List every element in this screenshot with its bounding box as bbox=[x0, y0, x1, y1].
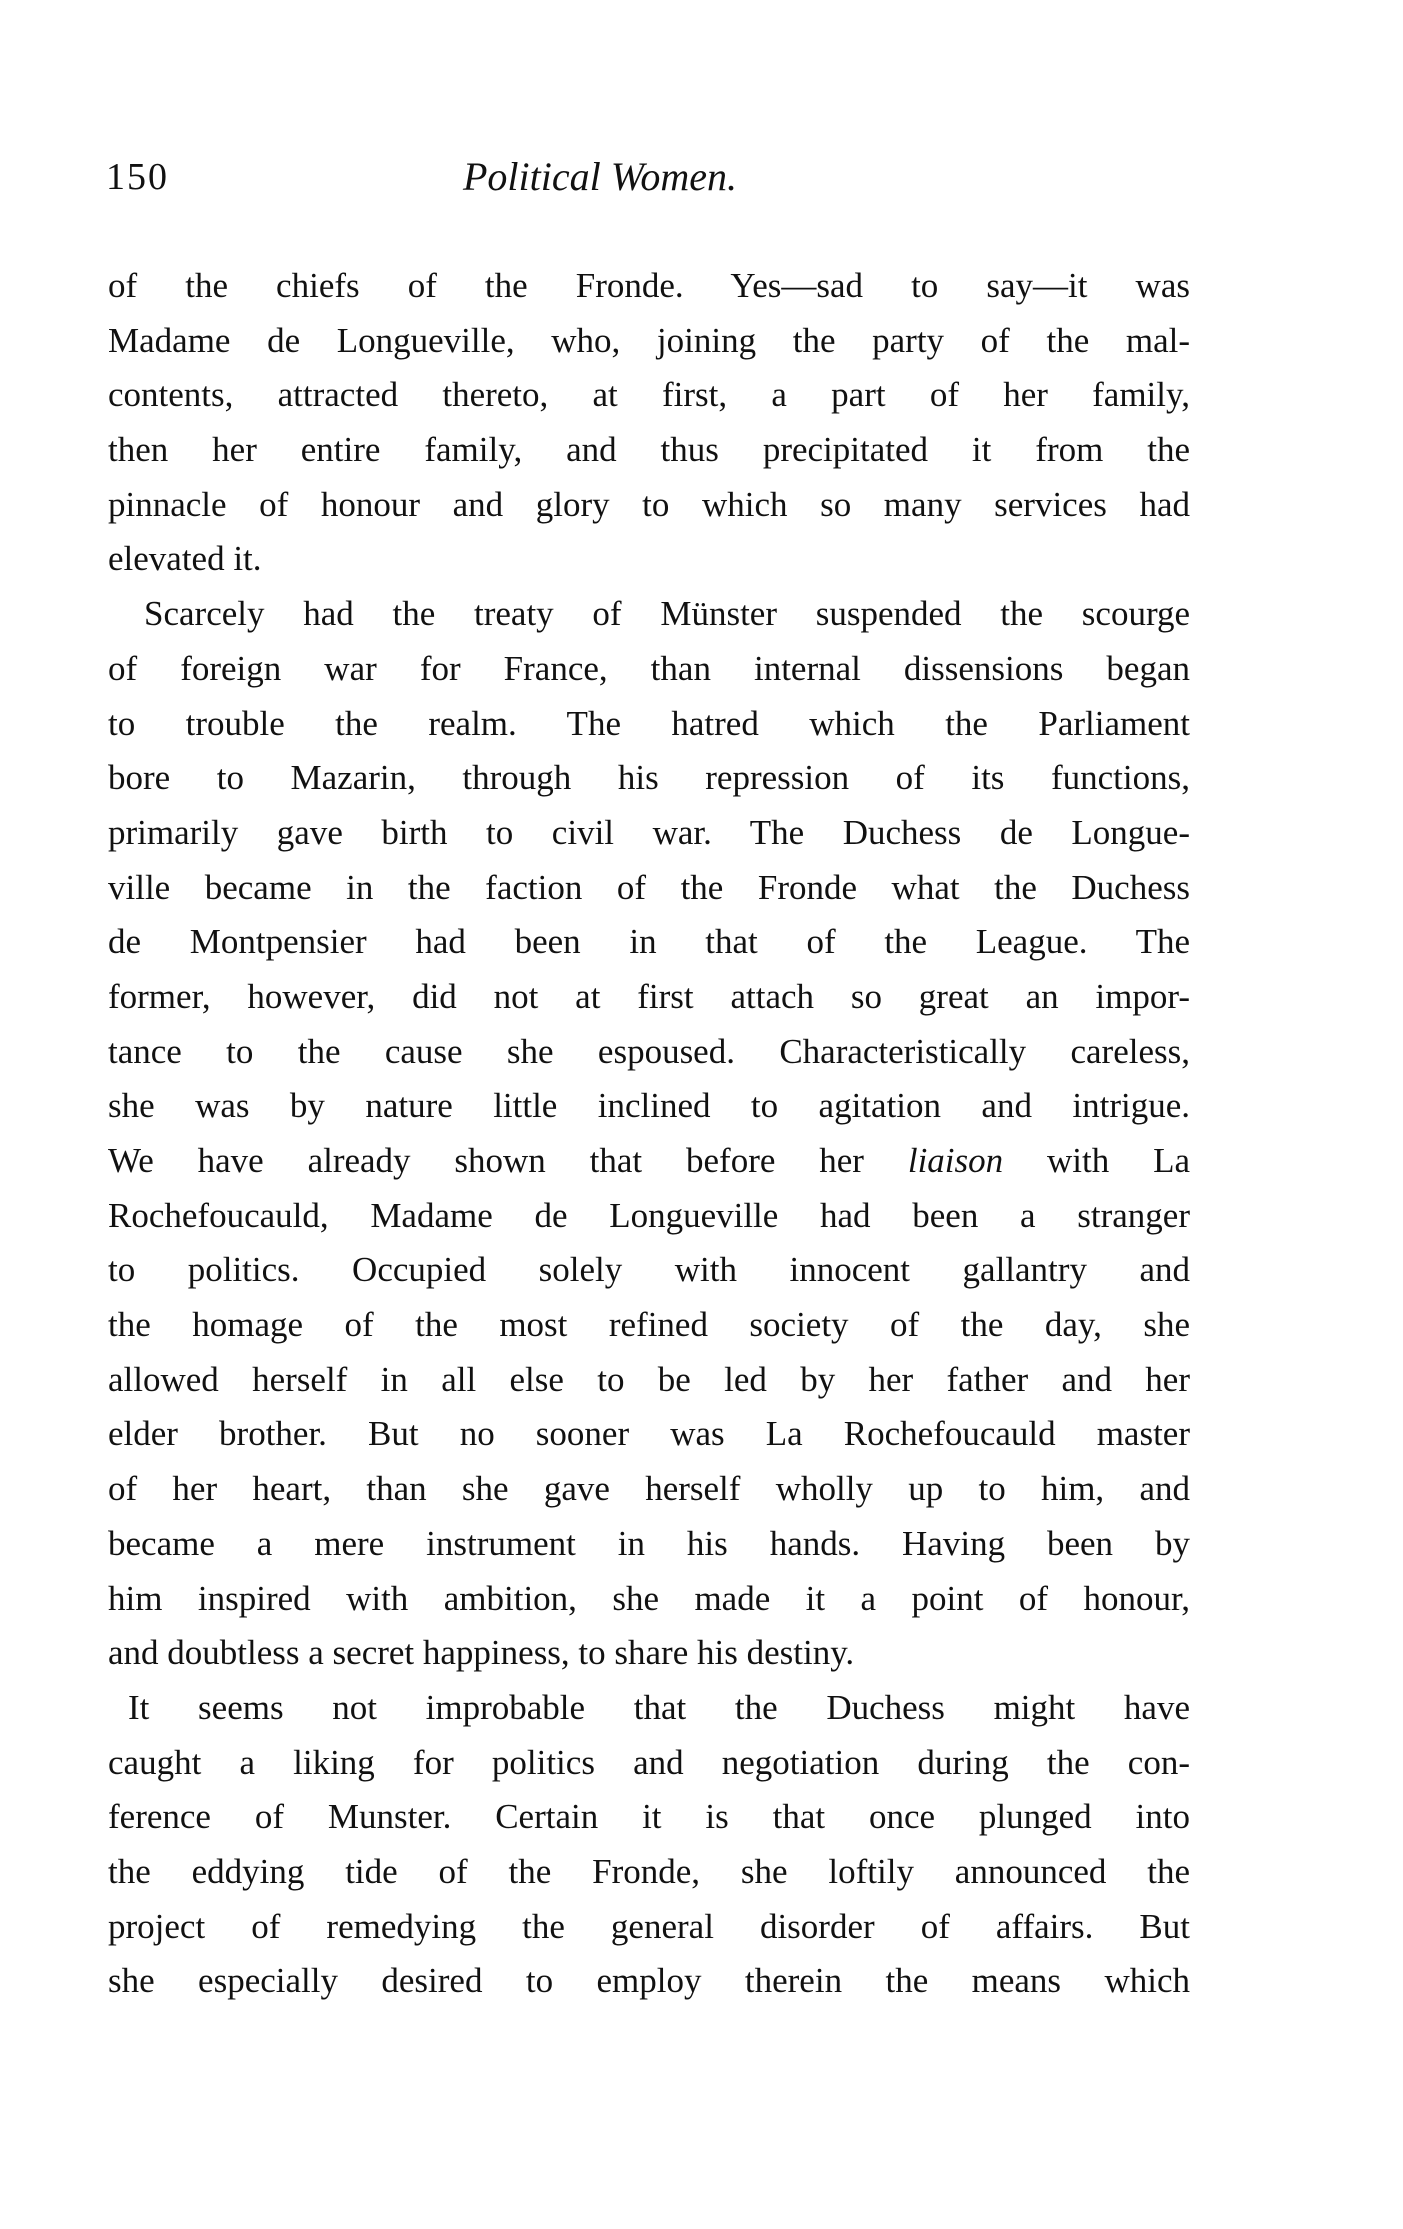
text-line: then her entire family, and thus precipitated it from the bbox=[108, 430, 1190, 470]
text-line: tance to the cause she espoused. Characteristically careless, bbox=[108, 1031, 1190, 1071]
paragraph-2 bbox=[108, 587, 1190, 1681]
page-body bbox=[108, 259, 1190, 2009]
text-line: pinnacle of honour and glory to which so many services had bbox=[108, 484, 1190, 524]
paragraph-3 bbox=[108, 1681, 1190, 2009]
text-line: elder brother. But no sooner was La Rochefoucauld master bbox=[108, 1414, 1190, 1454]
text-line: became a mere instrument in his hands. Having been by bbox=[108, 1523, 1190, 1563]
text-line: to politics. Occupied solely with innocent gallantry and bbox=[108, 1250, 1190, 1290]
text-span: with La bbox=[1047, 1141, 1191, 1180]
text-line: elevated it. bbox=[108, 539, 262, 579]
text-line: project of remedying the general disorder of affairs. But bbox=[108, 1906, 1190, 1946]
text-line: former, however, did not at first attach so great an impor- bbox=[108, 976, 1190, 1016]
text-line: of the chiefs of the Fronde. Yes—sad to say—it was bbox=[108, 266, 1190, 305]
text-line: contents, attracted thereto, at first, a part of her family, bbox=[108, 375, 1190, 415]
text-line: It seems not improbable that the Duchess might have bbox=[128, 1687, 1190, 1727]
text-line: and doubtless a secret happiness, to share his destiny. bbox=[108, 1633, 855, 1673]
text-line: to trouble the realm. The hatred which the Parliament bbox=[108, 703, 1190, 743]
text-line: him inspired with ambition, she made it a point of honour, bbox=[108, 1578, 1190, 1618]
text-line: ville became in the faction of the Fronde what the Duchess bbox=[108, 867, 1190, 907]
text-line: bore to Mazarin, through his repression of its functions, bbox=[108, 758, 1190, 798]
text-line: ference of Munster. Certain it is that once plunged into bbox=[108, 1797, 1190, 1837]
text-line: the homage of the most refined society of the day, she bbox=[108, 1305, 1190, 1345]
italic-word: liaison bbox=[907, 1141, 1004, 1180]
text-span: We have already shown that before her bbox=[108, 1141, 864, 1180]
text-line: primarily gave birth to civil war. The Duchess de Longue- bbox=[108, 812, 1190, 852]
text-line: Rochefoucauld, Madame de Longueville had been a stranger bbox=[108, 1195, 1190, 1235]
page-number: 150 bbox=[106, 156, 169, 198]
paragraph-1 bbox=[108, 259, 1190, 587]
text-line: she especially desired to employ therein the means which bbox=[108, 1961, 1190, 2001]
text-line: of foreign war for France, than internal dissensions began bbox=[108, 648, 1190, 688]
text-line: de Montpensier had been in that of the League. The bbox=[108, 922, 1190, 962]
text-line: Madame de Longueville, who, joining the party of the mal- bbox=[108, 320, 1190, 360]
text-line: of her heart, than she gave herself wholly up to him, and bbox=[108, 1469, 1190, 1509]
text-line: she was by nature little inclined to agitation and intrigue. bbox=[108, 1086, 1190, 1126]
text-line: Scarcely had the treaty of Münster suspended the scourge bbox=[144, 594, 1190, 634]
text-line: caught a liking for politics and negotiation during the con- bbox=[108, 1742, 1190, 1782]
running-title: Political Women. bbox=[463, 154, 738, 199]
text-line: allowed herself in all else to be led by her father and her bbox=[108, 1359, 1190, 1399]
text-line: the eddying tide of the Fronde, she loftily announced the bbox=[108, 1851, 1190, 1891]
text-line bbox=[108, 1134, 1190, 1189]
